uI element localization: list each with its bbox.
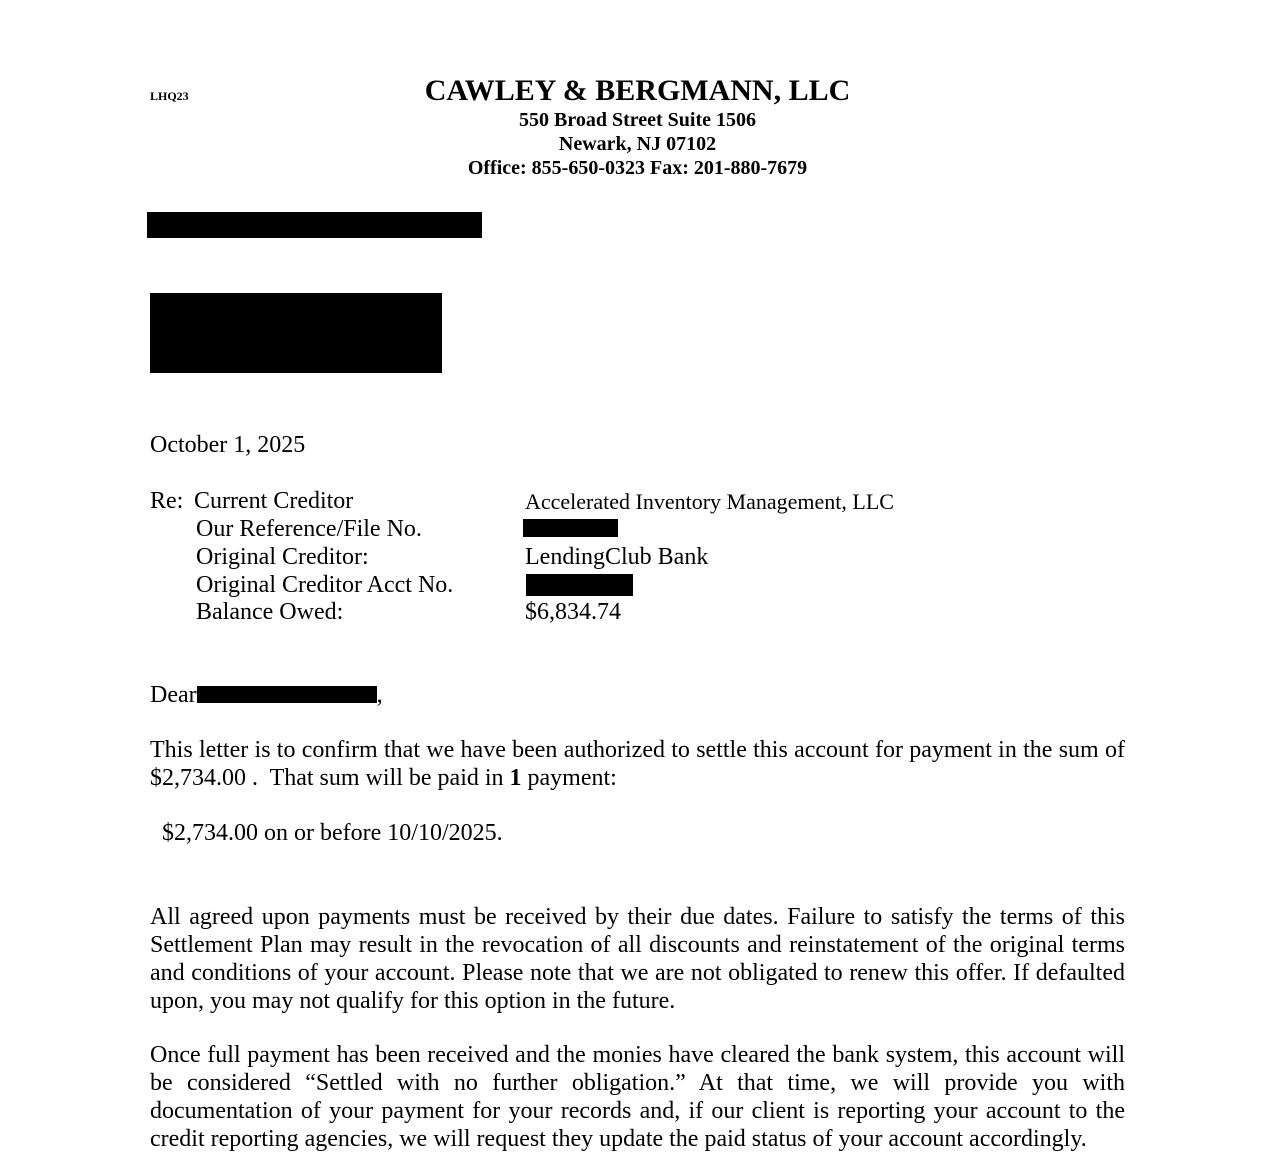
re-value-current-creditor: Accelerated Inventory Management, LLC	[525, 489, 894, 514]
salutation-greeting: Dear	[150, 682, 197, 708]
redacted-recipient-address	[150, 293, 442, 373]
paragraph-2: All agreed upon payments must be received by their due dates. Failure to satisfy the terms of this Settlement Plan may result in the revocation of all discounts and reinstatement of the original terms and conditions of your account. Please note that we are not obligated to renew this offer. If defaulted upon, you may not qualify for this option in the future.	[150, 904, 1125, 1014]
re-label-original-creditor: Original Creditor:	[196, 544, 369, 570]
redacted-original-acct-no	[526, 574, 633, 596]
firm-city-state-zip: Newark, NJ 07102	[558, 133, 717, 155]
payment-count: 1	[509, 765, 522, 791]
re-prefix: Re:	[150, 488, 184, 514]
letter-date: October 1, 2025	[150, 432, 306, 458]
settlement-amount-text: $2,734.00 . That sum will be paid in	[150, 765, 510, 791]
paragraph-1-line-2	[150, 764, 617, 792]
re-value-balance-owed: $6,834.74	[525, 599, 621, 625]
firm-name: CAWLEY & BERGMANN, LLC	[424, 74, 851, 107]
document-code: LHQ23	[150, 89, 189, 103]
redacted-reference-no	[523, 519, 618, 537]
paragraph-1-line-1: This letter is to confirm that we have been authorized to settle this account for payment in the sum of	[150, 737, 1125, 763]
payment-word: payment:	[521, 765, 617, 791]
firm-address: 550 Broad Street Suite 1506	[518, 109, 757, 131]
salutation	[150, 681, 383, 709]
re-label-original-acct-no: Original Creditor Acct No.	[196, 572, 454, 598]
redacted-recipient-name	[147, 212, 482, 238]
re-label-balance-owed: Balance Owed:	[196, 599, 344, 625]
re-label-reference-no: Our Reference/File No.	[196, 516, 422, 542]
firm-phone-fax: Office: 855-650-0323 Fax: 201-880-7679	[467, 157, 808, 179]
redacted-recipient-salutation	[197, 686, 377, 703]
salutation-comma: ,	[376, 682, 383, 708]
re-label-current-creditor: Current Creditor	[194, 488, 354, 514]
payment-schedule-line: $2,734.00 on or before 10/10/2025.	[162, 820, 503, 846]
re-value-original-creditor: LendingClub Bank	[525, 544, 709, 570]
paragraph-3: Once full payment has been received and the monies have cleared the bank system, this account will be considered “Settled with no further obligation.” At that time, we will provide you with documentation of your payment for your records and, if our client is reporting your account to the credit reporting agencies, we will request they update the paid status of your account accordingly.	[150, 1042, 1125, 1152]
